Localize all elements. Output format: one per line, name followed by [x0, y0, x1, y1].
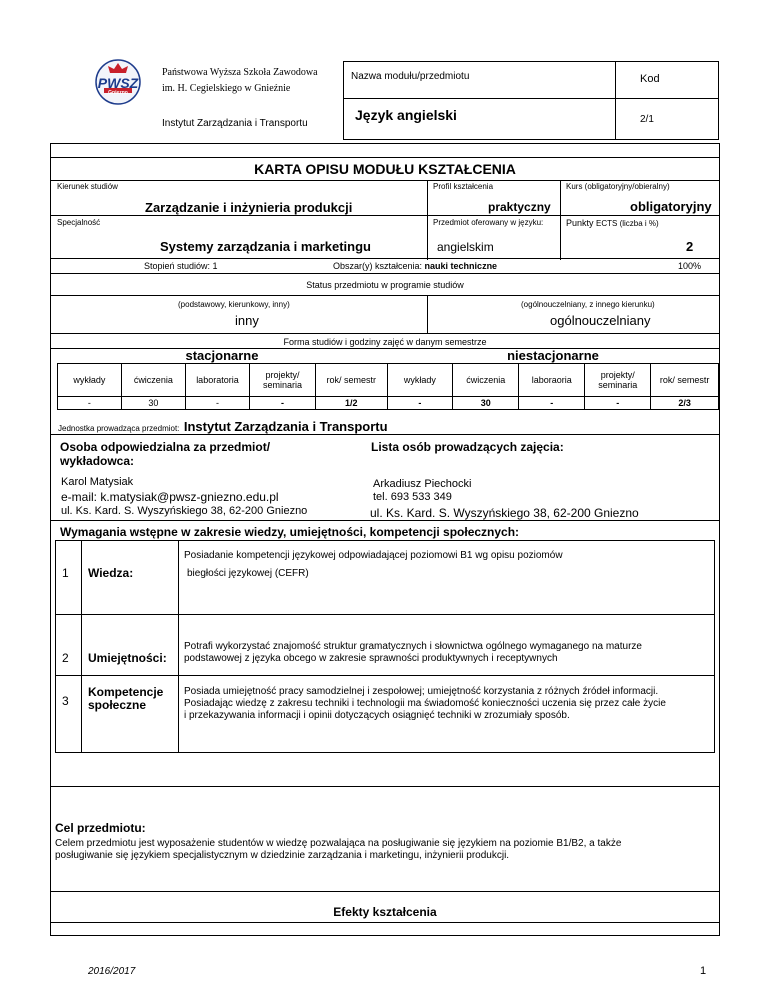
forms-title: Forma studiów i godziny zajęć w danym semestrze	[283, 337, 487, 347]
lecturer-name: Arkadiusz Piechocki	[373, 478, 472, 490]
responsible-address: ul. Ks. Kard. S. Wyszyńskiego 38, 62-200 Gniezno	[61, 505, 308, 517]
grid-line	[427, 295, 428, 334]
grid-line	[50, 180, 720, 181]
logo-subtext: Gniezno	[108, 90, 128, 96]
grid-line	[50, 786, 720, 787]
req-label: Kompetencje społeczne	[88, 685, 164, 712]
grid-line	[50, 295, 720, 296]
status-right-value: ogólnouczelniany	[550, 313, 651, 328]
area-prefix: Obszar(y) kształcenia:	[333, 261, 423, 271]
grid-line	[50, 520, 720, 521]
grid-line	[427, 180, 428, 260]
req-num: 3	[62, 694, 69, 708]
col-header: laboratoria	[185, 364, 249, 397]
language-label: Przedmiot oferowany w języku:	[433, 218, 544, 227]
table-row	[58, 364, 719, 397]
stationary-heading: stacjonarne	[185, 348, 259, 363]
institute-name: Instytut Zarządzania i Transportu	[162, 118, 308, 129]
col-header: rok/ semestr	[316, 364, 388, 397]
module-divider-v	[615, 61, 616, 140]
grid-line	[50, 434, 720, 435]
grid-line	[50, 215, 720, 216]
grid-line	[81, 540, 82, 753]
cell-value: 1/2	[316, 397, 388, 410]
course-value: obligatoryjny	[630, 199, 712, 214]
grid-line	[178, 540, 179, 753]
goal-line1: Celem przedmiotu jest wyposażenie studentów w wiedzę pozwalająca na posługiwanie się językiem na poziomie B1/B2, a także	[55, 838, 622, 849]
table-row	[58, 397, 719, 410]
cell-value: -	[58, 397, 122, 410]
study-hours-table	[57, 363, 719, 410]
col-header: wykłady	[58, 364, 122, 397]
cell-value: -	[387, 397, 453, 410]
ects-percent: 100%	[678, 261, 702, 271]
grid-line	[55, 614, 715, 615]
col-header: rok/ semestr	[651, 364, 719, 397]
logo-text: PWSZ	[97, 75, 139, 91]
cell-value: 30	[453, 397, 519, 410]
module-label: Nazwa modułu/przedmiotu	[351, 71, 470, 82]
profile-label: Profil kształcenia	[433, 182, 494, 191]
school-name-line1: Państwowa Wyższa Szkoła Zawodowa	[162, 67, 318, 78]
responsible-email: e-mail: k.matysiak@pwsz-gniezno.edu.pl	[61, 490, 279, 504]
unit-label: Jednostka prowadząca przedmiot:	[58, 424, 180, 433]
responsible-title: Osoba odpowiedzialna za przedmiot/ wykładowca:	[60, 440, 271, 468]
cell-value: -	[185, 397, 249, 410]
req-text: i przekazywania informacji i opinii dotyczących osiągnięć techniki w zrozumiały sposób.	[184, 710, 570, 721]
req-text: Potrafi wykorzystać znajomość struktur gramatycznych i słownictwa ogólnego wymaganego na maturze	[184, 641, 642, 652]
status-title: Status przedmiotu w programie studiów	[306, 280, 464, 290]
col-header: projekty/ seminaria	[250, 364, 316, 397]
col-header: ćwiczenia	[121, 364, 185, 397]
col-header: wykłady	[387, 364, 453, 397]
cell-value: -	[250, 397, 316, 410]
profile-value: praktyczny	[488, 200, 551, 214]
grid-line	[50, 333, 720, 334]
req-label: Umiejętności:	[88, 651, 167, 665]
course-label: Kurs (obligatoryjny/obieralny)	[566, 182, 670, 191]
card-top-strip	[50, 157, 720, 158]
code-value: 2/1	[640, 114, 654, 125]
status-left-label: (podstawowy, kierunkowy, inny)	[178, 300, 290, 309]
req-text: Posiadanie kompetencji językowej odpowiadającej poziomowi B1 wg opisu poziomów	[184, 550, 563, 561]
req-num: 1	[62, 566, 69, 580]
goal-title: Cel przedmiotu:	[55, 821, 146, 835]
school-name-line2: im. H. Cegielskiego w Gnieźnie	[162, 83, 291, 94]
cell-value: -	[519, 397, 585, 410]
module-divider-h	[343, 98, 719, 99]
req-text: biegłości językowej (CEFR)	[187, 568, 309, 579]
responsible-name: Karol Matysiak	[61, 476, 134, 488]
cell-value: -	[585, 397, 651, 410]
grid-line	[55, 675, 715, 676]
unit-value: Instytut Zarządzania i Transportu	[183, 419, 388, 434]
module-name: Język angielski	[355, 107, 457, 123]
area	[333, 261, 497, 271]
req-num: 2	[62, 651, 69, 665]
nonstationary-heading: niestacjonarne	[507, 348, 599, 363]
status-left-value: inny	[235, 313, 259, 328]
grid-line	[560, 180, 561, 260]
page-number: 1	[700, 965, 707, 977]
ects-value: 2	[686, 239, 694, 254]
goal-line2: posługiwanie się językiem specjalistycznym w dziedzinie zarządzania i marketingu, inżynierii produkcji.	[55, 850, 510, 861]
school-logo	[92, 58, 144, 106]
ects-label-main: Punkty	[566, 218, 594, 228]
req-label: Wiedza:	[88, 566, 134, 580]
ects-label	[566, 218, 659, 228]
lecturer-phone: tel. 693 533 349	[373, 491, 452, 503]
grid-line	[50, 922, 720, 923]
language-value: angielskim	[437, 240, 494, 254]
effects-title: Efekty kształcenia	[333, 905, 437, 919]
status-right-label: (ogólnouczelniany, z innego kierunku)	[521, 300, 655, 309]
degree: Stopień studiów: 1	[144, 261, 218, 271]
spec-value: Systemy zarządzania i marketingu	[160, 239, 371, 254]
spec-label: Specjalność	[57, 218, 101, 227]
req-text: podstawowej z języka obcego w zakresie sprawności produktywnych i receptywnych	[184, 653, 558, 664]
footer-year: 2016/2017	[88, 966, 136, 977]
field-label: Kierunek studiów	[57, 182, 118, 191]
card-title: KARTA OPISU MODUŁU KSZTAŁCENIA	[254, 161, 516, 177]
code-label: Kod	[640, 73, 660, 85]
col-header: laboraoria	[519, 364, 585, 397]
area-value: nauki techniczne	[424, 261, 498, 271]
grid-line	[50, 258, 720, 259]
col-header: ćwiczenia	[453, 364, 519, 397]
field-value: Zarządzanie i inżynieria produkcji	[145, 200, 353, 215]
grid-line	[50, 273, 720, 274]
lecturer-address: ul. Ks. Kard. S. Wyszyńskiego 38, 62-200 Gniezno	[370, 506, 639, 520]
grid-line	[50, 891, 720, 892]
col-header: projekty/ seminaria	[585, 364, 651, 397]
req-text: Posiadając wiedzę z zakresu techniki i technologii ma świadomość konieczności uczenia się przez całe życie	[184, 698, 666, 709]
req-text: Posiada umiejętność pracy samodzielnej i zespołowej; umiejętność korzystania z różnych źródeł informacji.	[184, 686, 659, 697]
cell-value: 30	[121, 397, 185, 410]
ects-label-small: ECTS (liczba i %)	[596, 219, 659, 228]
lecturers-title: Lista osób prowadzących zajęcia:	[371, 440, 564, 454]
cell-value: 2/3	[651, 397, 719, 410]
requirements-title: Wymagania wstępne w zakresie wiedzy, umiejętności, kompetencji społecznych:	[60, 525, 520, 539]
